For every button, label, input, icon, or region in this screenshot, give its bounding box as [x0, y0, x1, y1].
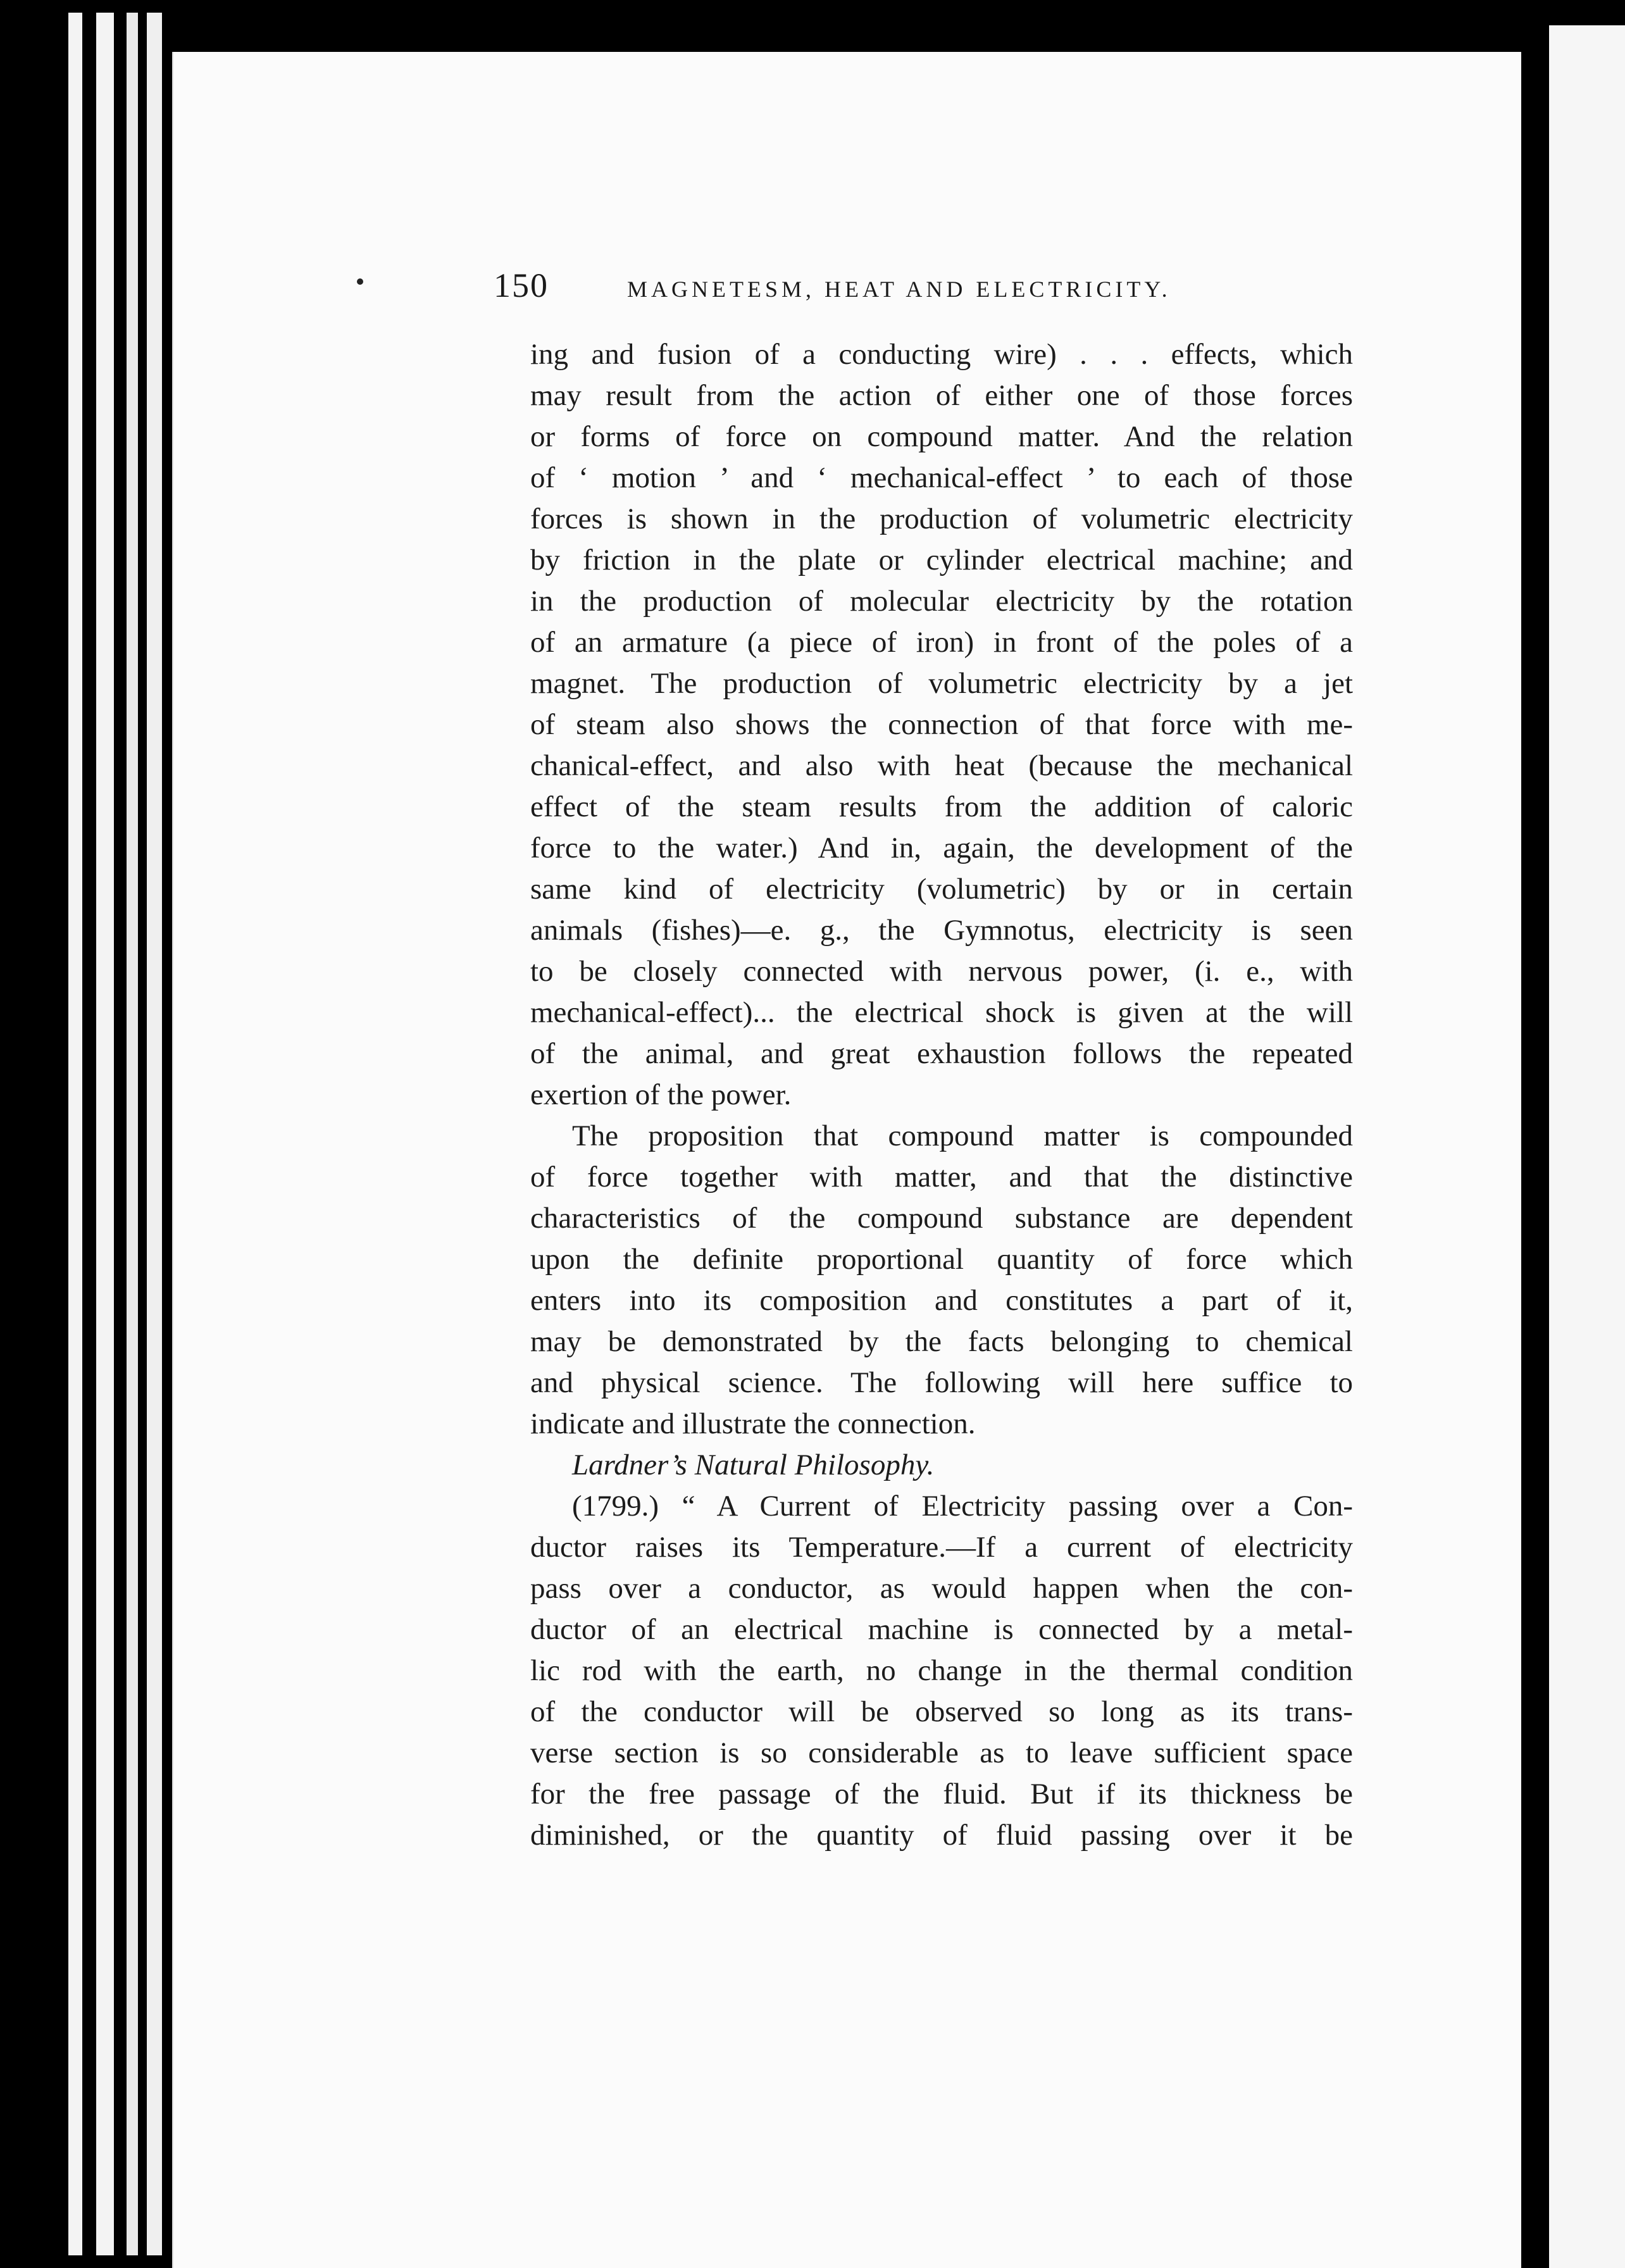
text-line: pass over a conductor, as would happen when the con- — [530, 1572, 1353, 1605]
text-line: by friction in the plate or cylinder electrical machine; and — [530, 544, 1353, 576]
body-text — [530, 334, 1353, 1856]
text-line: and physical science. The following will here suffice to — [530, 1366, 1353, 1399]
text-line: in the production of molecular electricity by the rotation — [530, 585, 1353, 618]
text-line: indicate and illustrate the connection. — [530, 1407, 976, 1440]
text-line: diminished, or the quantity of fluid passing over it be — [530, 1819, 1353, 1852]
text-line: may be demonstrated by the facts belonging to chemical — [530, 1325, 1353, 1358]
citation-heading: Lardner’s Natural Philosophy. — [572, 1449, 935, 1481]
text-line: mechanical-effect)... the electrical shock is given at the will — [530, 996, 1353, 1029]
text-line: magnet. The production of volumetric electricity by a jet — [530, 667, 1353, 700]
text-line: animals (fishes)—e. g., the Gymnotus, electricity is seen — [530, 914, 1353, 947]
text-line: force to the water.) And in, again, the development of the — [530, 832, 1353, 864]
text-line: enters into its composition and constitutes a part of it, — [530, 1284, 1353, 1317]
ink-mark — [357, 278, 363, 285]
text-line: for the free passage of the fluid. But if its thickness be — [530, 1778, 1353, 1810]
text-line: exertion of the power. — [530, 1078, 792, 1111]
text-line: of force together with matter, and that the distinctive — [530, 1161, 1353, 1193]
text-line: of the conductor will be observed so long as its trans- — [530, 1695, 1353, 1728]
running-title: MAGNETESM, HEAT AND ELECTRICITY. — [627, 277, 1171, 302]
page-edge — [127, 13, 138, 2255]
text-line: lic rod with the earth, no change in the thermal condition — [530, 1654, 1353, 1687]
text-line: effect of the steam results from the addition of caloric — [530, 790, 1353, 823]
page-edge — [147, 13, 162, 2255]
text-line: chanical-effect, and also with heat (because the mechanical — [530, 749, 1353, 782]
facing-page-edge — [1549, 25, 1625, 2268]
text-line: (1799.) “ A Current of Electricity passing over a Con- — [572, 1490, 1353, 1523]
text-line: of ‘ motion ’ and ‘ mechanical-effect ’ to each of those — [530, 461, 1353, 494]
text-line: of the animal, and great exhaustion follows the repeated — [530, 1037, 1353, 1070]
text-line: forces is shown in the production of volumetric electricity — [530, 502, 1353, 535]
text-line: or forms of force on compound matter. And the relation — [530, 420, 1353, 453]
text-line: The proposition that compound matter is compounded — [572, 1119, 1353, 1152]
text-line: upon the definite proportional quantity of force which — [530, 1243, 1353, 1276]
text-line: characteristics of the compound substance are dependent — [530, 1202, 1353, 1235]
text-line: ductor raises its Temperature.—If a current of electricity — [530, 1531, 1353, 1564]
page-edge — [96, 13, 114, 2255]
page-number: 150 — [494, 266, 549, 304]
text-line: to be closely connected with nervous power, (i. e., with — [530, 955, 1353, 988]
text-line: of steam also shows the connection of that force with me- — [530, 708, 1353, 741]
page-edge — [68, 13, 82, 2255]
text-line: may result from the action of either one of those forces — [530, 379, 1353, 412]
text-line: ductor of an electrical machine is connected by a metal- — [530, 1613, 1353, 1646]
text-line: of an armature (a piece of iron) in front of the poles of a — [530, 626, 1353, 659]
running-head — [494, 266, 1278, 305]
text-line: ing and fusion of a conducting wire) . . . effects, which — [530, 338, 1353, 371]
text-line: same kind of electricity (volumetric) by or in certain — [530, 873, 1353, 906]
text-line: verse section is so considerable as to leave sufficient space — [530, 1736, 1353, 1769]
